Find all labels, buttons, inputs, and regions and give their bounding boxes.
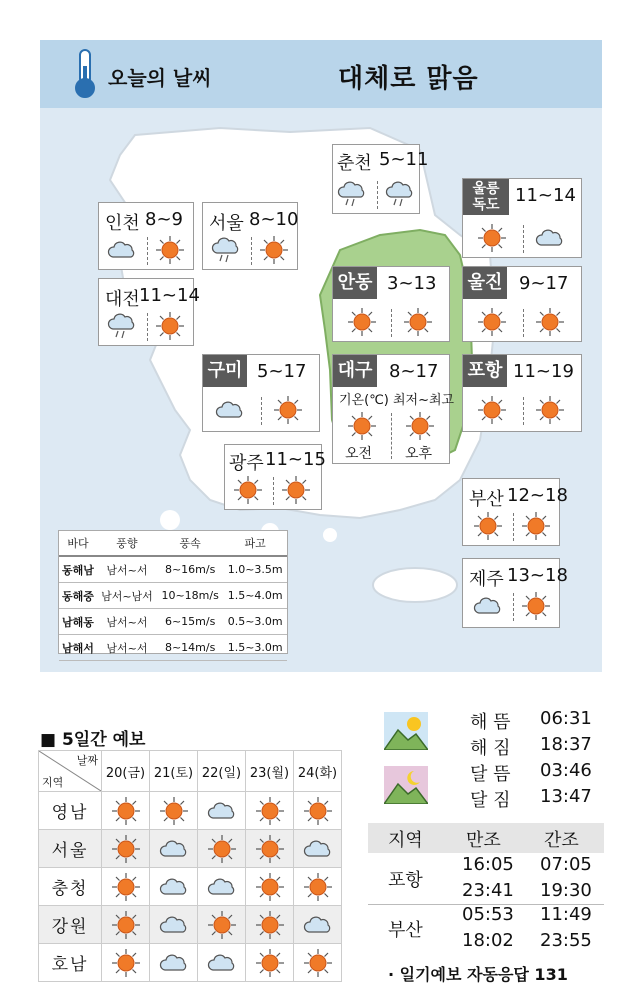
sea-cell: 0.5~3.0m <box>223 609 287 635</box>
city-tag: 안동 <box>333 267 377 299</box>
island <box>142 182 158 198</box>
cloud-icon <box>303 910 333 940</box>
sea-header: 바다 <box>59 531 97 556</box>
city-temp: 9~17 <box>519 273 569 294</box>
moonset-label: 달 짐 <box>470 790 511 811</box>
cloud-icon <box>207 796 237 826</box>
sea-conditions-table <box>58 530 288 654</box>
sun-icon <box>477 223 507 253</box>
sea-cell: 동해남 <box>59 556 97 583</box>
city-temp: 5~11 <box>379 149 429 170</box>
sea-cell: 동해중 <box>59 583 97 609</box>
tide-high: 18:02 <box>462 930 514 951</box>
sun-icon <box>477 395 507 425</box>
sea-header: 파고 <box>223 531 287 556</box>
forecast-day: 21(토) <box>150 751 198 792</box>
title-summary: 대체로 맑음 <box>338 64 479 94</box>
table-row <box>59 556 287 583</box>
city-tag: 울릉 독도 <box>463 179 509 215</box>
forecast-table <box>38 750 342 982</box>
forecast-region: 충청 <box>39 868 102 906</box>
forecast-day: 23(월) <box>246 751 294 792</box>
moonrise-time: 03:46 <box>540 760 592 781</box>
moonrise-label: 달 뜸 <box>470 764 511 785</box>
sea-cell: 남서~서 <box>97 635 157 661</box>
sun-icon <box>111 796 141 826</box>
sun-icon <box>303 948 333 978</box>
tide-header: 간조 <box>544 830 579 851</box>
city-card-jeju <box>462 558 568 628</box>
sea-cell: 10~18m/s <box>157 583 223 609</box>
city-card-uljin <box>462 266 582 342</box>
tide-region: 부산 <box>388 920 423 941</box>
sun-icon <box>303 872 333 902</box>
table-row <box>59 609 287 635</box>
sea-cell: 1.5~4.0m <box>223 583 287 609</box>
forecast-day: 22(일) <box>198 751 246 792</box>
city-name: 광주 <box>229 453 264 474</box>
sun-icon <box>255 910 285 940</box>
city-tag: 구미 <box>203 355 247 387</box>
sun-icon <box>405 411 435 441</box>
tide-high: 16:05 <box>462 854 514 875</box>
rain-cloud-icon <box>337 179 367 209</box>
sea-cell: 1.0~3.5m <box>223 556 287 583</box>
sunrise-time: 06:31 <box>540 708 592 729</box>
city-temp: 8~9 <box>145 209 183 230</box>
sun-icon <box>111 872 141 902</box>
table-row <box>39 830 342 868</box>
city-card-andong <box>332 266 450 342</box>
sun-icon <box>303 796 333 826</box>
tide-low: 19:30 <box>540 880 592 901</box>
tide-header: 지역 <box>388 830 423 851</box>
sun-icon <box>233 475 263 505</box>
tide-low: 07:05 <box>540 854 592 875</box>
sunrise-mountain-icon <box>384 712 428 750</box>
sunrise-label: 해 뜸 <box>470 712 511 733</box>
sun-icon <box>521 511 551 541</box>
weather-hotline: · 일기예보 자동응답 131 <box>388 965 568 984</box>
sea-cell: 남해서 <box>59 635 97 661</box>
sunset-label: 해 짐 <box>470 738 511 759</box>
cloud-icon <box>473 591 503 621</box>
legend-label: 기온(℃) 최저~최고 <box>339 393 455 408</box>
rain-cloud-icon <box>107 311 137 341</box>
table-row <box>39 868 342 906</box>
cloud-icon <box>207 872 237 902</box>
moonset-time: 13:47 <box>540 786 592 807</box>
city-temp: 11~14 <box>515 185 576 206</box>
forecast-region: 강원 <box>39 906 102 944</box>
city-card-busan <box>462 478 568 546</box>
city-card-pohang <box>462 354 582 432</box>
title-today-weather: 오늘의 날씨 <box>108 66 212 90</box>
cloud-icon <box>159 910 189 940</box>
forecast-region: 서울 <box>39 830 102 868</box>
city-card-seoul <box>202 202 298 270</box>
sun-icon <box>403 307 433 337</box>
sun-icon <box>273 395 303 425</box>
sun-icon <box>207 910 237 940</box>
city-temp: 3~13 <box>387 273 437 294</box>
sun-icon <box>255 796 285 826</box>
tide-header: 만조 <box>466 830 501 851</box>
sun-icon <box>477 307 507 337</box>
table-row <box>39 792 342 830</box>
sun-icon <box>155 311 185 341</box>
forecast-title: ■ 5일간 예보 <box>40 730 146 750</box>
tide-high: 23:41 <box>462 880 514 901</box>
sea-cell: 남서~남서 <box>97 583 157 609</box>
am-label: 오전 <box>345 446 373 462</box>
tide-low: 23:55 <box>540 930 592 951</box>
cloud-icon <box>159 948 189 978</box>
city-card-gumi <box>202 354 320 432</box>
city-tag: 포항 <box>463 355 507 387</box>
forecast-header-row <box>39 751 342 792</box>
sun-icon <box>535 395 565 425</box>
city-tag: 울진 <box>463 267 507 299</box>
table-row <box>59 635 287 661</box>
sea-cell: 8~14m/s <box>157 635 223 661</box>
sea-cell: 남해동 <box>59 609 97 635</box>
cloud-icon <box>207 948 237 978</box>
rain-cloud-icon <box>385 179 415 209</box>
sea-cell: 6~15m/s <box>157 609 223 635</box>
city-temp: 12~18 <box>507 485 568 506</box>
tide-low: 11:49 <box>540 904 592 925</box>
city-name: 제주 <box>469 569 504 590</box>
sun-icon <box>111 910 141 940</box>
city-temp: 11~19 <box>513 361 574 382</box>
sun-icon <box>159 796 189 826</box>
cloud-icon <box>159 872 189 902</box>
forecast-corner: 날짜 지역 <box>39 751 102 792</box>
table-row <box>39 906 342 944</box>
cloud-icon <box>107 235 137 265</box>
sun-icon <box>259 235 289 265</box>
city-card-daegu <box>332 354 455 464</box>
sun-icon <box>111 834 141 864</box>
sun-icon <box>347 307 377 337</box>
city-card-daejeon <box>98 278 200 346</box>
moonrise-mountain-icon <box>384 766 428 804</box>
sea-header: 풍향 <box>97 531 157 556</box>
sun-icon <box>255 834 285 864</box>
sun-icon <box>281 475 311 505</box>
city-temp: 8~10 <box>249 209 299 230</box>
table-row <box>39 944 342 982</box>
forecast-day: 24(화) <box>294 751 342 792</box>
city-temp: 11~15 <box>265 449 326 470</box>
sea-cell: 남서~서 <box>97 556 157 583</box>
city-card-incheon <box>98 202 194 270</box>
city-temp: 13~18 <box>507 565 568 586</box>
sea-cell: 8~16m/s <box>157 556 223 583</box>
table-row <box>59 583 287 609</box>
city-name: 춘천 <box>337 153 372 174</box>
city-name: 서울 <box>209 213 244 234</box>
tide-region: 포항 <box>388 870 423 891</box>
thermometer-icon <box>70 48 100 100</box>
jeju-island <box>373 568 457 602</box>
city-name: 인천 <box>105 213 140 234</box>
sun-icon <box>111 948 141 978</box>
sun-icon <box>473 511 503 541</box>
city-temp: 5~17 <box>257 361 307 382</box>
rain-cloud-icon <box>211 235 241 265</box>
forecast-region: 영남 <box>39 792 102 830</box>
sun-icon <box>255 948 285 978</box>
tide-high: 05:53 <box>462 904 514 925</box>
sun-icon <box>207 834 237 864</box>
sea-header: 풍속 <box>157 531 223 556</box>
forecast-region: 호남 <box>39 944 102 982</box>
city-card-ulleung <box>462 178 582 258</box>
sea-header-row <box>59 531 287 556</box>
city-card-chuncheon <box>332 144 429 214</box>
cloud-icon <box>159 834 189 864</box>
sun-icon <box>535 307 565 337</box>
city-temp: 8~17 <box>389 361 439 382</box>
cloud-icon <box>303 834 333 864</box>
city-tag: 대구 <box>333 355 377 387</box>
city-card-gwangju <box>224 444 326 510</box>
city-temp: 11~14 <box>139 285 200 306</box>
sea-cell: 남서~서 <box>97 609 157 635</box>
forecast-day: 20(금) <box>102 751 150 792</box>
island <box>160 510 180 530</box>
sea-cell: 1.5~3.0m <box>223 635 287 661</box>
cloud-icon <box>215 395 245 425</box>
island <box>323 528 337 542</box>
cloud-icon <box>535 223 565 253</box>
sunset-time: 18:37 <box>540 734 592 755</box>
sun-icon <box>155 235 185 265</box>
city-name: 대전 <box>105 289 140 310</box>
sun-icon <box>347 411 377 441</box>
city-name: 부산 <box>469 489 504 510</box>
sun-icon <box>255 872 285 902</box>
pm-label: 오후 <box>405 446 433 462</box>
sun-icon <box>521 591 551 621</box>
